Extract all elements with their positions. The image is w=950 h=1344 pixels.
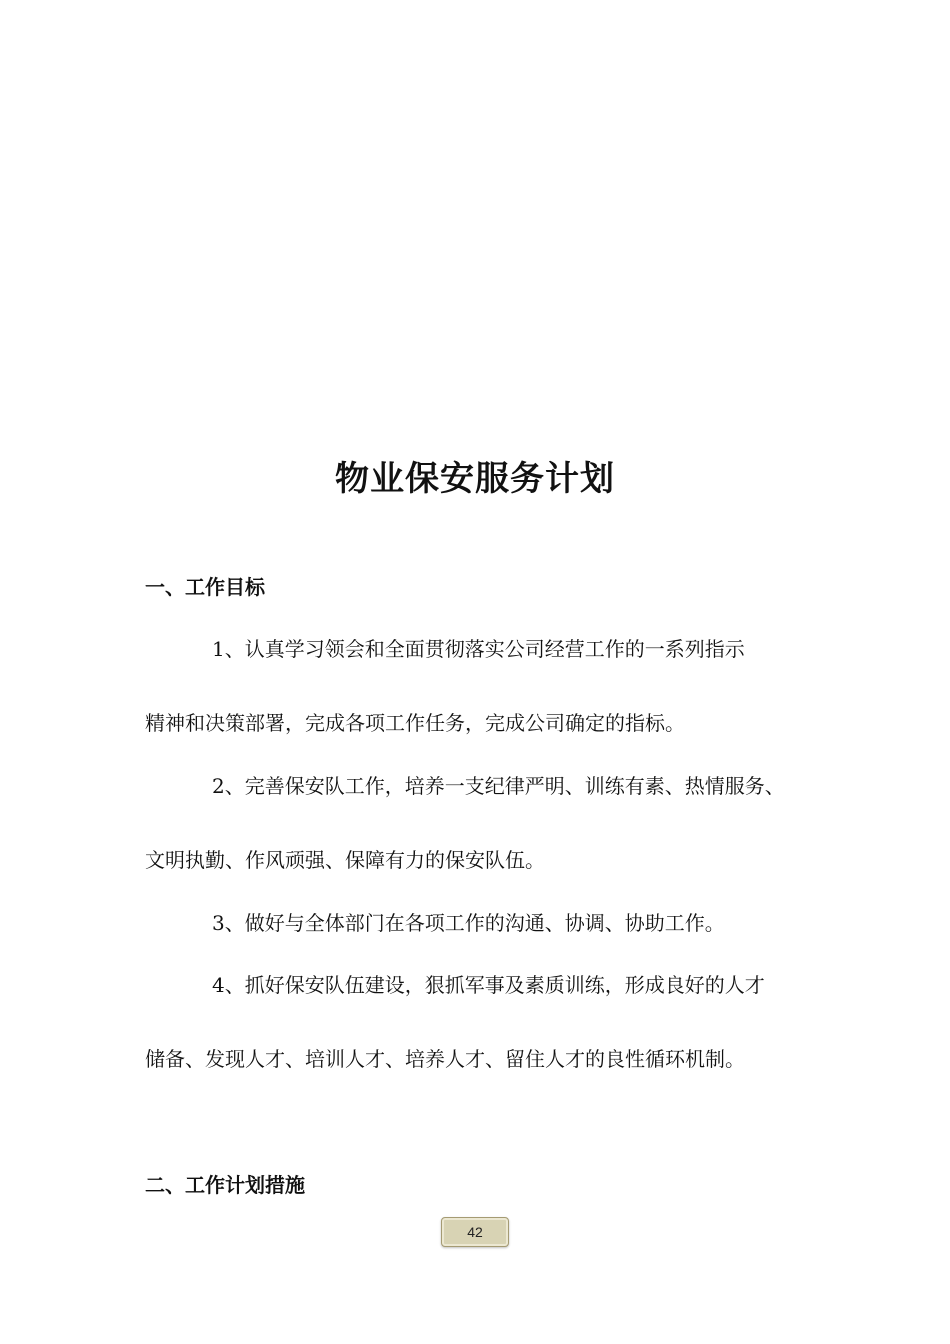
goal-item-3-line-1: 3、做好与全体部门在各项工作的沟通、协调、协助工作。 bbox=[212, 911, 725, 935]
section-heading-goals: 一、工作目标 bbox=[145, 575, 265, 599]
goal-item-1-line-2: 精神和决策部署，完成各项工作任务，完成公司确定的指标。 bbox=[145, 711, 685, 735]
page-title: 物业保安服务计划 bbox=[335, 458, 615, 499]
goal-item-2-line-1: 2、完善保安队工作，培养一支纪律严明、训练有素、热情服务、 bbox=[212, 774, 785, 798]
section-heading-measures: 二、工作计划措施 bbox=[145, 1173, 305, 1197]
page-number-badge: 42 bbox=[441, 1217, 509, 1247]
goal-item-2-line-2: 文明执勤、作风顽强、保障有力的保安队伍。 bbox=[145, 848, 545, 872]
goal-item-4-line-2: 储备、发现人才、培训人才、培养人才、留住人才的良性循环机制。 bbox=[145, 1047, 745, 1071]
goal-item-4-line-1: 4、抓好保安队伍建设，狠抓军事及素质训练，形成良好的人才 bbox=[212, 973, 765, 997]
goal-item-1-line-1: 1、认真学习领会和全面贯彻落实公司经营工作的一系列指示 bbox=[212, 637, 745, 661]
